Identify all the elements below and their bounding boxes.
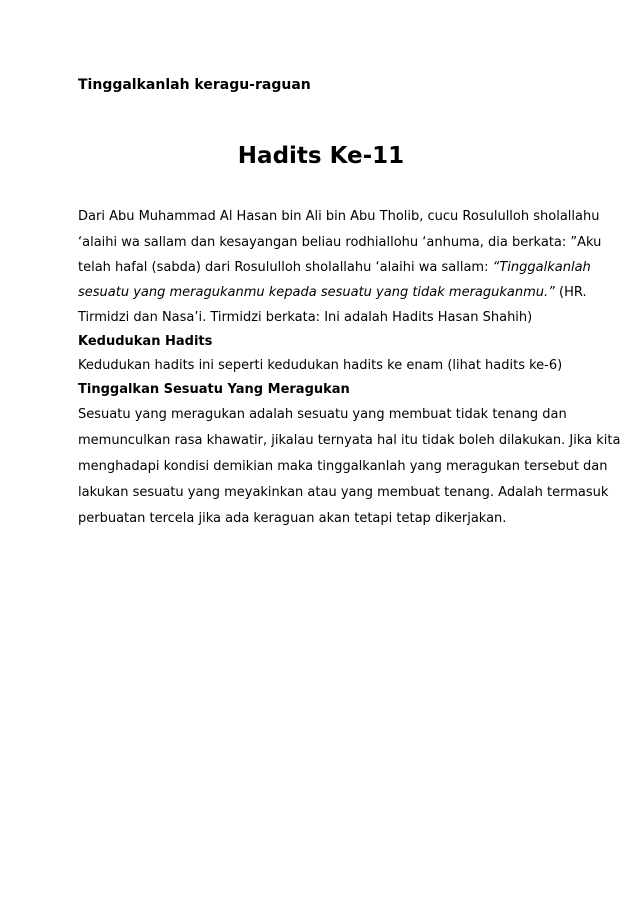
paragraph-line: Tirmidzi dan Nasa’i. Tirmidzi berkata: Ini adalah Hadits Hasan Shahih) <box>78 310 533 325</box>
paragraph-line: lakukan sesuatu yang meyakinkan atau yang membuat tenang. Adalah termasuk <box>78 485 609 500</box>
paragraph-line <box>78 285 587 301</box>
paragraph-line: Dari Abu Muhammad Al Hasan bin Ali bin Abu Tholib, cucu Rosululloh sholallahu <box>78 209 600 224</box>
title-text: Hadits Ke-11 <box>237 143 405 169</box>
paragraph-line: Sesuatu yang meragukan adalah sesuatu yang membuat tidak tenang dan <box>78 407 567 422</box>
top-heading: Tinggalkanlah keragu-raguan <box>78 77 311 93</box>
paragraph-line: ‘alaihi wa sallam dan kesayangan beliau rodhiallohu ‘anhuma, dia berkata: ”Aku <box>78 235 602 250</box>
section-heading: Kedudukan Hadits <box>78 334 213 349</box>
paragraph-line <box>78 260 591 276</box>
hadith-quote: sesuatu yang meragukanmu kepada sesuatu yang tidak meragukanmu.” <box>78 285 555 300</box>
paragraph-line: memunculkan rasa khawatir, jikalau ternyata hal itu tidak boleh dilakukan. Jika kita <box>78 433 621 448</box>
paragraph-line: menghadapi kondisi demikian maka tinggalkanlah yang meragukan tersebut dan <box>78 459 608 474</box>
paragraph-text: telah hafal (sabda) dari Rosululloh sholallahu ‘alaihi wa sallam: <box>78 260 493 275</box>
page-title <box>0 143 638 169</box>
paragraph-line: perbuatan tercela jika ada keraguan akan tetapi tetap dikerjakan. <box>78 511 507 526</box>
paragraph-line: Kedudukan hadits ini seperti kedudukan hadits ke enam (lihat hadits ke-6) <box>78 358 563 373</box>
hadith-quote: “Tinggalkanlah <box>492 260 591 275</box>
paragraph-text: (HR. <box>554 285 587 300</box>
section-heading: Tinggalkan Sesuatu Yang Meragukan <box>78 382 350 397</box>
